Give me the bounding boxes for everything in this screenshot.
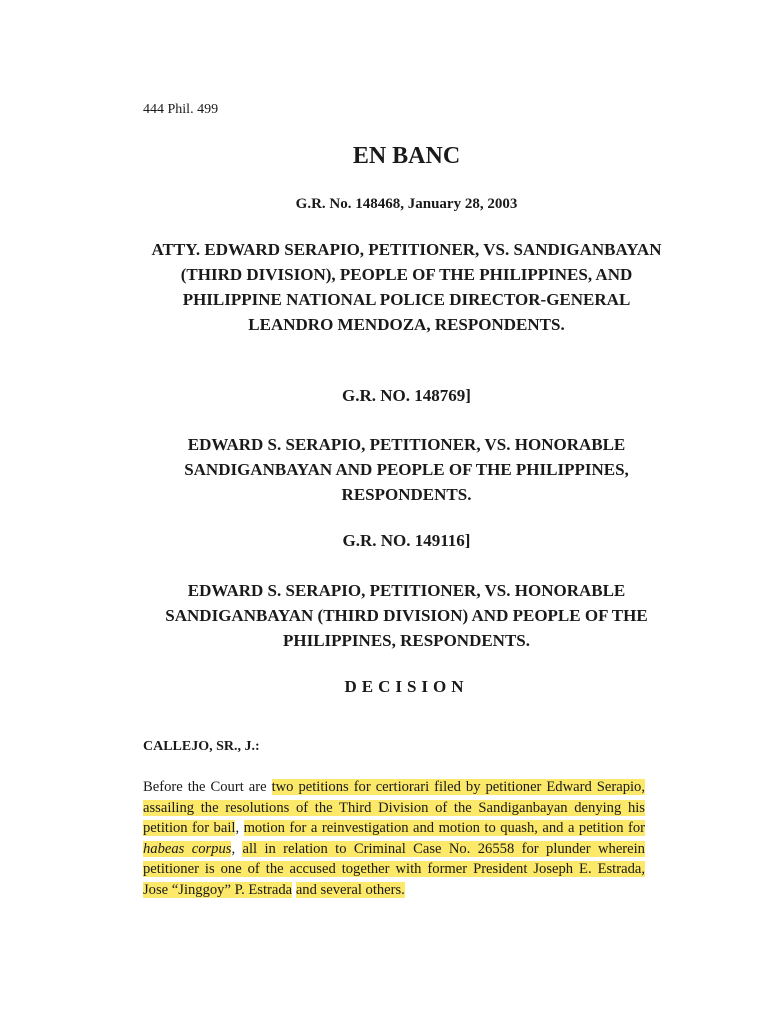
case-caption-1: ATTY. EDWARD SERAPIO, PETITIONER, VS. SANDIGANBAYAN (THIRD DIVISION), PEOPLE OF THE PHILIPPINES, AND PHILIPPINE NATIONAL POLICE DIRECTOR-GENERAL LEANDRO MENDOZA, RESPONDENTS. [151,240,662,334]
paragraph-text: Before the Court are [143,779,272,795]
ponente: CALLEJO, SR., J.: [143,739,260,754]
gr-number-main: G.R. No. 148468, January 28, 2003 [295,196,518,212]
decision-heading: DECISION [344,677,469,696]
highlighted-text[interactable]: motion for a reinvestigation and motion to quash, and a petition for [243,820,645,836]
gr-number-2: G.R. NO. 148769] [342,386,471,405]
paragraph-text: , [235,820,244,836]
opening-paragraph [143,777,645,900]
highlighted-text-italic[interactable]: habeas corpus [143,840,232,857]
case-caption-3: EDWARD S. SERAPIO, PETITIONER, VS. HONORABLE SANDIGANBAYAN (THIRD DIVISION) AND PEOPLE OF THE PHILIPPINES, RESPONDENTS. [165,581,648,650]
case-citation: 444 Phil. 499 [143,102,219,117]
paragraph-text: , [231,840,243,857]
highlighted-text[interactable]: two petitions for certiorari filed by petitioner Edward Serapio, assailing the resolutions of the Third Division of the Sandiganbayan denying his petition for bail [143,779,645,836]
highlighted-text[interactable]: and several others. [295,881,405,898]
highlighted-text[interactable]: all in relation to Criminal Case No. 26558 for plunder wherein petitioner is one of the accused together with former President Joseph E. Estrada, Jose “Jinggoy” P. Estrada [143,840,645,898]
case-caption-2: EDWARD S. SERAPIO, PETITIONER, VS. HONORABLE SANDIGANBAYAN AND PEOPLE OF THE PHILIPPINES, RESPONDENTS. [184,435,629,504]
division-heading: EN BANC [352,143,461,169]
gr-number-3: G.R. NO. 149116] [342,531,471,550]
